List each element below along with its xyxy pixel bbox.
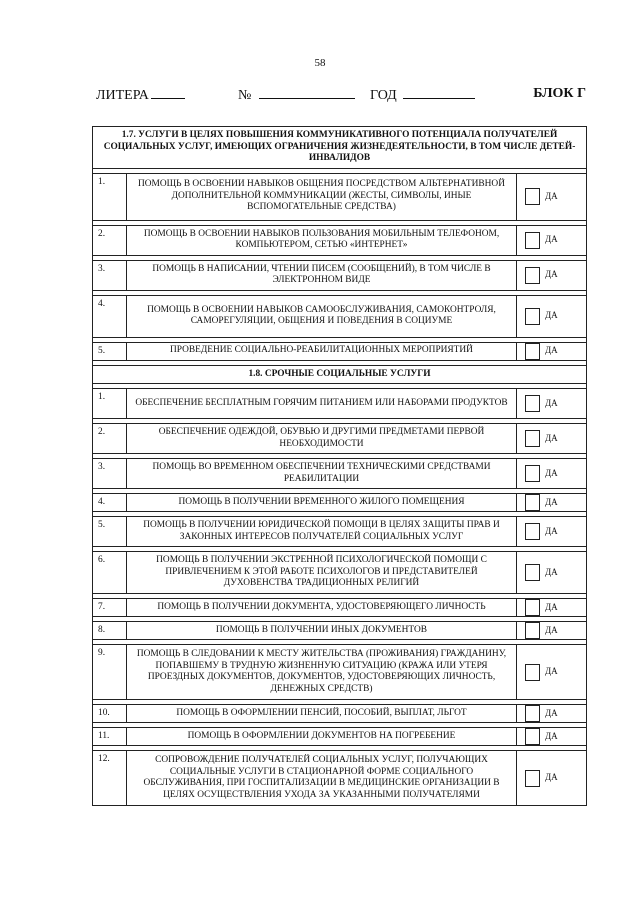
row-service-text: ПОМОЩЬ В ОСВОЕНИИ НАВЫКОВ ОБЩЕНИЯ ПОСРЕДСТВОМ АЛЬТЕРНАТИВНОЙ ДОПОЛНИТЕЛЬНОЙ КОММУНИКАЦИИ (ЖЕСТЫ, СИМВОЛЫ, ИНЫЕ ВСПОМОГАТЕЛЬНЫЕ СРЕДСТВА) (127, 173, 517, 220)
row-number: 4. (93, 494, 127, 512)
row-check-cell (517, 517, 587, 547)
yes-checkbox[interactable] (525, 395, 540, 412)
row-service-text: ПОМОЩЬ В ПОЛУЧЕНИИ ЭКСТРЕННОЙ ПСИХОЛОГИЧЕСКОЙ ПОМОЩИ С ПРИВЛЕЧЕНИЕМ К ЭТОЙ РАБОТЕ ПСИХОЛОГОВ И ПРЕДСТАВИТЕЛЕЙ ДУХОВЕНСТВА ТРАДИЦИОННЫХ РЕЛИГИЙ (127, 552, 517, 594)
section-1-7 (93, 127, 587, 169)
row-number: 5. (93, 517, 127, 547)
yes-label: ДА (545, 496, 558, 507)
row-number: 3. (93, 459, 127, 489)
row-check-cell (517, 728, 587, 746)
row-check-cell (517, 751, 587, 806)
table-row (93, 173, 587, 220)
services-table (92, 126, 587, 806)
row-service-text: ПОМОЩЬ В ОФОРМЛЕНИИ ДОКУМЕНТОВ НА ПОГРЕБЕНИЕ (127, 728, 517, 746)
row-service-text: ОБЕСПЕЧЕНИЕ БЕСПЛАТНЫМ ГОРЯЧИМ ПИТАНИЕМ ИЛИ НАБОРАМИ ПРОДУКТОВ (127, 389, 517, 419)
row-number: 4. (93, 295, 127, 337)
table-row (93, 260, 587, 290)
yes-checkbox[interactable] (525, 465, 540, 482)
yes-label: ДА (545, 190, 558, 201)
litera-label: ЛИТЕРА (96, 88, 149, 103)
row-number: 2. (93, 225, 127, 255)
yes-checkbox[interactable] (525, 564, 540, 581)
yes-label: ДА (545, 601, 558, 612)
table-row (93, 599, 587, 617)
row-service-text: СОПРОВОЖДЕНИЕ ПОЛУЧАТЕЛЕЙ СОЦИАЛЬНЫХ УСЛУГ, ПОЛУЧАЮЩИХ СОЦИАЛЬНЫЕ УСЛУГИ В СТАЦИОНАРНОЙ ФОРМЕ СОЦИАЛЬНОГО ОБСЛУЖИВАНИЯ, ПРИ ГОСПИТАЛИЗАЦИИ В МЕДИЦИНСКИЕ ОРГАНИЗАЦИИ В ЦЕЛЯХ ОСУЩЕСТВЛЕНИЯ УХОДА ЗА УКАЗАННЫМИ ПОЛУЧАТЕЛЯМИ (127, 751, 517, 806)
row-check-cell (517, 552, 587, 594)
table-row (93, 517, 587, 547)
row-check-cell (517, 260, 587, 290)
row-check-cell (517, 459, 587, 489)
yes-checkbox[interactable] (525, 622, 540, 639)
yes-checkbox[interactable] (525, 494, 540, 511)
yes-label: ДА (545, 566, 558, 577)
yes-label: ДА (545, 345, 558, 356)
yes-label: ДА (545, 432, 558, 443)
row-check-cell (517, 173, 587, 220)
row-check-cell (517, 705, 587, 723)
table-row (93, 342, 587, 360)
row-service-text: ПОМОЩЬ ВО ВРЕМЕННОМ ОБЕСПЕЧЕНИИ ТЕХНИЧЕСКИМИ СРЕДСТВАМИ РЕАБИЛИТАЦИИ (127, 459, 517, 489)
row-number: 11. (93, 728, 127, 746)
row-number: 5. (93, 342, 127, 360)
yes-label: ДА (545, 624, 558, 635)
yes-checkbox[interactable] (525, 188, 540, 205)
yes-checkbox[interactable] (525, 599, 540, 616)
table-row (93, 424, 587, 454)
yes-checkbox[interactable] (525, 705, 540, 722)
row-number: 7. (93, 599, 127, 617)
row-check-cell (517, 645, 587, 700)
section-1-8 (93, 365, 587, 384)
row-number: 3. (93, 260, 127, 290)
row-service-text: ПОМОЩЬ В ПОЛУЧЕНИИ ВРЕМЕННОГО ЖИЛОГО ПОМЕЩЕНИЯ (127, 494, 517, 512)
table-row (93, 459, 587, 489)
row-check-cell (517, 389, 587, 419)
row-number: 8. (93, 622, 127, 640)
row-service-text: ПОМОЩЬ В ПОЛУЧЕНИИ ЮРИДИЧЕСКОЙ ПОМОЩИ В ЦЕЛЯХ ЗАЩИТЫ ПРАВ И ЗАКОННЫХ ИНТЕРЕСОВ ПОЛУЧАТЕЛЕЙ СОЦИАЛЬНЫХ УСЛУГ (127, 517, 517, 547)
number-blank[interactable] (259, 86, 355, 99)
row-check-cell (517, 622, 587, 640)
services-table-body (93, 127, 587, 806)
yes-checkbox[interactable] (525, 523, 540, 540)
yes-checkbox[interactable] (525, 343, 540, 360)
row-service-text: ПОМОЩЬ В СЛЕДОВАНИИ К МЕСТУ ЖИТЕЛЬСТВА (ПРОЖИВАНИЯ) ГРАЖДАНИНУ, ПОПАВШЕМУ В ТРУДНУЮ ЖИЗНЕННУЮ СИТУАЦИЮ (КРАЖА ИЛИ УТЕРЯ ПРОЕЗДНЫХ ДОКУМЕНТОВ, ДОКУМЕНТОВ, УДОСТОВЕРЯЮЩИХ ЛИЧНОСТЬ, ДЕНЕЖНЫХ СРЕДСТВ) (127, 645, 517, 700)
yes-checkbox[interactable] (525, 232, 540, 249)
row-number: 2. (93, 424, 127, 454)
row-check-cell (517, 599, 587, 617)
number-label: № (238, 88, 252, 103)
row-check-cell (517, 424, 587, 454)
litera-field (96, 86, 185, 104)
yes-checkbox[interactable] (525, 430, 540, 447)
row-number: 10. (93, 705, 127, 723)
row-number: 9. (93, 645, 127, 700)
yes-label: ДА (545, 397, 558, 408)
row-check-cell (517, 295, 587, 337)
yes-checkbox[interactable] (525, 664, 540, 681)
row-service-text: ПОМОЩЬ В ПОЛУЧЕНИИ ДОКУМЕНТА, УДОСТОВЕРЯЮЩЕГО ЛИЧНОСТЬ (127, 599, 517, 617)
row-service-text: ПОМОЩЬ В ОФОРМЛЕНИИ ПЕНСИЙ, ПОСОБИЙ, ВЫПЛАТ, ЛЬГОТ (127, 705, 517, 723)
year-blank[interactable] (403, 86, 475, 99)
yes-label: ДА (545, 310, 558, 321)
yes-label: ДА (545, 772, 558, 783)
table-row (93, 494, 587, 512)
row-service-text: ПОМОЩЬ В ПОЛУЧЕНИИ ИНЫХ ДОКУМЕНТОВ (127, 622, 517, 640)
yes-label: ДА (545, 525, 558, 536)
yes-checkbox[interactable] (525, 308, 540, 325)
section-1-8-title: 1.8. СРОЧНЫЕ СОЦИАЛЬНЫЕ УСЛУГИ (93, 365, 587, 384)
table-row (93, 389, 587, 419)
row-number: 12. (93, 751, 127, 806)
table-row (93, 705, 587, 723)
yes-label: ДА (545, 666, 558, 677)
form-header (96, 86, 586, 106)
row-number: 1. (93, 389, 127, 419)
yes-label: ДА (545, 269, 558, 280)
year-field (370, 86, 475, 104)
block-label: БЛОК Г (533, 86, 586, 101)
row-service-text: ПОМОЩЬ В ОСВОЕНИИ НАВЫКОВ САМООБСЛУЖИВАНИЯ, САМОКОНТРОЛЯ, САМОРЕГУЛЯЦИИ, ОБЩЕНИЯ И ПОВЕДЕНИЯ В СОЦИУМЕ (127, 295, 517, 337)
table-row (93, 728, 587, 746)
yes-label: ДА (545, 707, 558, 718)
litera-blank[interactable] (151, 86, 185, 99)
year-label: ГОД (370, 88, 397, 103)
row-number: 6. (93, 552, 127, 594)
row-number: 1. (93, 173, 127, 220)
row-service-text: ОБЕСПЕЧЕНИЕ ОДЕЖДОЙ, ОБУВЬЮ И ДРУГИМИ ПРЕДМЕТАМИ ПЕРВОЙ НЕОБХОДИМОСТИ (127, 424, 517, 454)
table-row (93, 552, 587, 594)
table-row (93, 645, 587, 700)
yes-label: ДА (545, 234, 558, 245)
yes-checkbox[interactable] (525, 728, 540, 745)
row-check-cell (517, 342, 587, 360)
row-service-text: ПОМОЩЬ В НАПИСАНИИ, ЧТЕНИИ ПИСЕМ (СООБЩЕНИЙ), В ТОМ ЧИСЛЕ В ЭЛЕКТРОННОМ ВИДЕ (127, 260, 517, 290)
section-1-7-title: 1.7. УСЛУГИ В ЦЕЛЯХ ПОВЫШЕНИЯ КОММУНИКАТИВНОГО ПОТЕНЦИАЛА ПОЛУЧАТЕЛЕЙ СОЦИАЛЬНЫХ УСЛУГ, ИМЕЮЩИХ ОГРАНИЧЕНИЯ ЖИЗНЕДЕЯТЕЛЬНОСТИ, В ТОМ ЧИСЛЕ ДЕТЕЙ-ИНВАЛИДОВ (93, 127, 587, 169)
row-check-cell (517, 225, 587, 255)
row-check-cell (517, 494, 587, 512)
yes-checkbox[interactable] (525, 267, 540, 284)
row-service-text: ПРОВЕДЕНИЕ СОЦИАЛЬНО-РЕАБИЛИТАЦИОННЫХ МЕРОПРИЯТИЙ (127, 342, 517, 360)
yes-checkbox[interactable] (525, 770, 540, 787)
page-number: 58 (314, 57, 326, 69)
table-row (93, 622, 587, 640)
table-row (93, 295, 587, 337)
table-row (93, 225, 587, 255)
row-service-text: ПОМОЩЬ В ОСВОЕНИИ НАВЫКОВ ПОЛЬЗОВАНИЯ МОБИЛЬНЫМ ТЕЛЕФОНОМ, КОМПЬЮТЕРОМ, СЕТЬЮ «ИНТЕРНЕТ» (127, 225, 517, 255)
table-row (93, 751, 587, 806)
yes-label: ДА (545, 467, 558, 478)
yes-label: ДА (545, 730, 558, 741)
number-field (238, 86, 355, 104)
